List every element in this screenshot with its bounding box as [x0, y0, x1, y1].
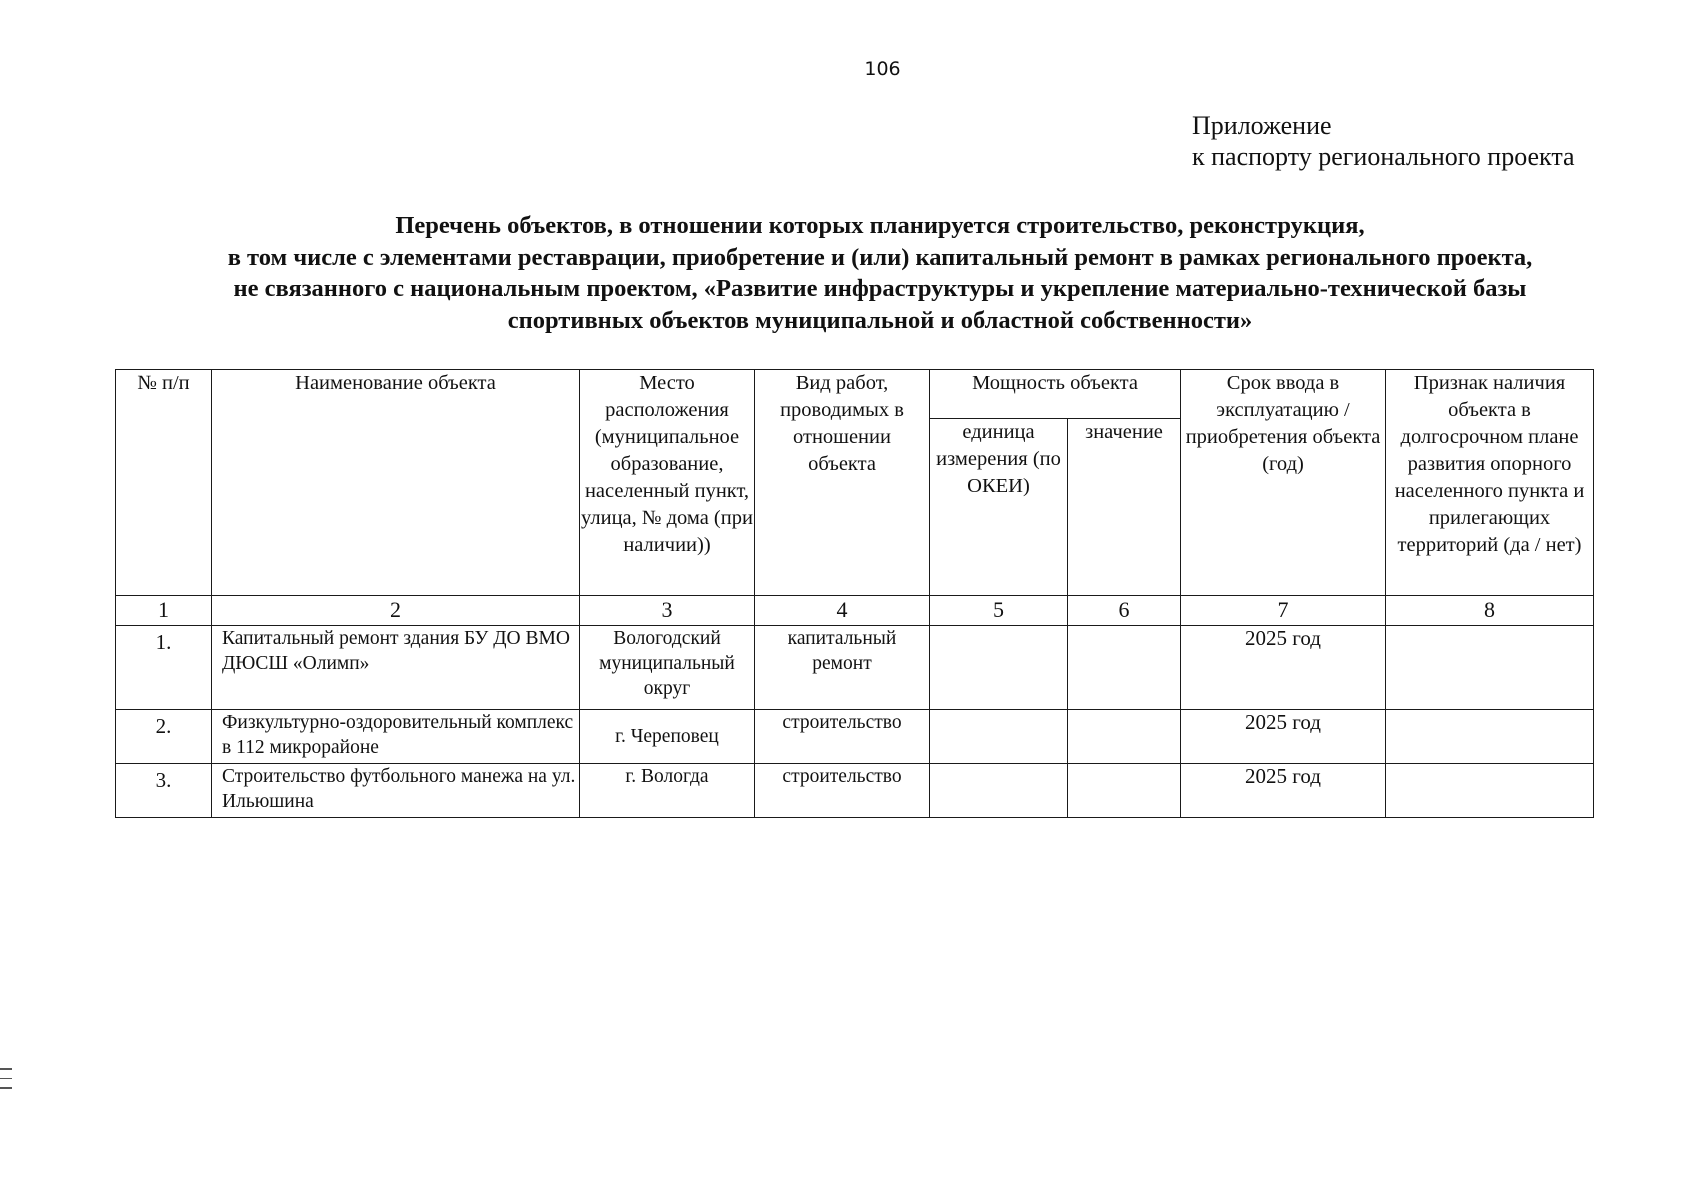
row-value	[1068, 626, 1181, 710]
row-plan-flag	[1386, 710, 1594, 764]
row-location: г. Череповец	[580, 710, 755, 764]
header-capacity: Мощность объекта	[930, 370, 1181, 419]
margin-tick	[0, 1087, 12, 1089]
title-line-1: Перечень объектов, в отношении которых планируется строительство, реконструкция,	[395, 212, 1365, 239]
header-value: значение	[1068, 419, 1181, 596]
header-object-name: Наименование объекта	[212, 370, 580, 596]
row-location: г. Вологда	[580, 764, 755, 818]
column-number: 4	[755, 596, 930, 626]
header-location: Место расположения (муниципальное образование, населенный пункт, улица, № дома (при наличии))	[580, 370, 755, 596]
row-value	[1068, 764, 1181, 818]
margin-marks	[0, 1068, 12, 1097]
appendix-line-1: Приложение	[1192, 111, 1332, 140]
row-work-type: строительство	[755, 710, 930, 764]
column-number: 6	[1068, 596, 1181, 626]
row-deadline: 2025 год	[1181, 764, 1386, 818]
row-num: 1.	[116, 626, 212, 710]
title-line-3: не связанного с национальным проектом, «Развитие инфраструктуры и укрепление материально-технической базы	[233, 275, 1527, 302]
row-unit	[930, 626, 1068, 710]
row-value	[1068, 710, 1181, 764]
appendix-line-2: к паспорту регионального проекта	[1192, 142, 1575, 171]
row-unit	[930, 710, 1068, 764]
row-object-name: Физкультурно-оздоровительный комплекс в 112 микрорайоне	[212, 710, 580, 764]
header-plan-flag: Признак наличия объекта в долгосрочном плане развития опорного населенного пункта и прилегающих территорий (да / нет)	[1386, 370, 1594, 596]
column-number-row	[116, 596, 1594, 626]
table-row	[116, 626, 1594, 710]
row-work-type: капитальный ремонт	[755, 626, 930, 710]
column-number: 5	[930, 596, 1068, 626]
title-line-2: в том числе с элементами реставрации, приобретение и (или) капитальный ремонт в рамках регионального проекта,	[227, 243, 1533, 271]
row-plan-flag	[1386, 764, 1594, 818]
row-unit	[930, 764, 1068, 818]
column-number: 7	[1181, 596, 1386, 626]
table-row	[116, 764, 1594, 818]
header-deadline: Срок ввода в эксплуатацию /приобретения объекта (год)	[1181, 370, 1386, 596]
column-number: 3	[580, 596, 755, 626]
header-unit: единица измерения (по ОКЕИ)	[930, 419, 1068, 596]
row-deadline: 2025 год	[1181, 626, 1386, 710]
column-number: 2	[212, 596, 580, 626]
header-num: № п/п	[116, 370, 212, 596]
row-deadline: 2025 год	[1181, 710, 1386, 764]
row-num: 2.	[116, 710, 212, 764]
appendix-caption	[1192, 110, 1575, 172]
row-object-name: Капитальный ремонт здания БУ ДО ВМО ДЮСШ «Олимп»	[212, 626, 580, 710]
table-header-row	[116, 370, 1594, 419]
column-number: 1	[116, 596, 212, 626]
column-number: 8	[1386, 596, 1594, 626]
row-object-name: Строительство футбольного манежа на ул. Ильюшина	[212, 764, 580, 818]
row-work-type: строительство	[755, 764, 930, 818]
row-plan-flag	[1386, 626, 1594, 710]
margin-tick	[0, 1078, 12, 1080]
page-number: 106	[864, 58, 901, 80]
header-work-type: Вид работ, проводимых в отношении объекта	[755, 370, 930, 596]
table-row	[116, 710, 1594, 764]
objects-table	[115, 369, 1594, 818]
title-line-4: спортивных объектов муниципальной и областной собственности»	[507, 306, 1253, 334]
margin-tick	[0, 1068, 12, 1070]
row-location: Вологодский муниципальный округ	[580, 626, 755, 710]
document-title	[100, 210, 1660, 336]
row-num: 3.	[116, 764, 212, 818]
